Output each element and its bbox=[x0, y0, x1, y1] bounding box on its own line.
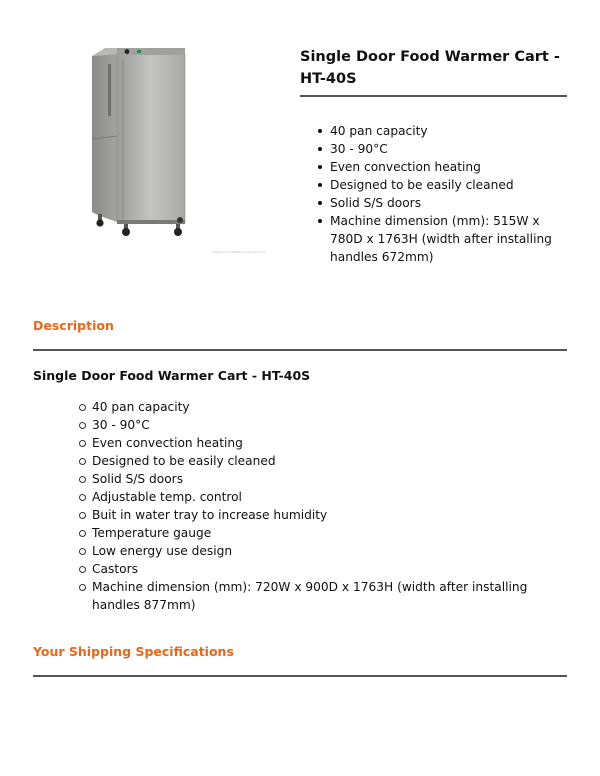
list-item: Solid S/S doors bbox=[74, 470, 568, 488]
product-image bbox=[72, 44, 266, 256]
food-warmer-cart-image bbox=[72, 44, 258, 256]
description-features-list bbox=[74, 398, 568, 614]
list-item: 30 - 90°C bbox=[312, 140, 568, 158]
list-item: Low energy use design bbox=[74, 542, 568, 560]
shipping-divider bbox=[33, 675, 567, 677]
list-item: Castors bbox=[74, 560, 568, 578]
list-item: Even convection heating bbox=[312, 158, 568, 176]
list-item: 40 pan capacity bbox=[312, 122, 568, 140]
product-features-list bbox=[312, 122, 568, 266]
list-item: Buit in water tray to increase humidity bbox=[74, 506, 568, 524]
list-item: Even convection heating bbox=[74, 434, 568, 452]
list-item: 40 pan capacity bbox=[74, 398, 568, 416]
list-item: Designed to be easily cleaned bbox=[312, 176, 568, 194]
list-item: 30 - 90°C bbox=[74, 416, 568, 434]
description-heading: Description bbox=[33, 318, 114, 333]
list-item: Solid S/S doors bbox=[312, 194, 568, 212]
description-divider bbox=[33, 349, 567, 351]
shipping-heading: Your Shipping Specifications bbox=[33, 644, 234, 659]
list-item: Adjustable temp. control bbox=[74, 488, 568, 506]
list-item: Temperature gauge bbox=[74, 524, 568, 542]
list-item: Machine dimension (mm): 515W x 780D x 1763H (width after installing handles 672mm) bbox=[312, 212, 568, 266]
title-divider bbox=[300, 95, 567, 97]
list-item: Designed to be easily cleaned bbox=[74, 452, 568, 470]
description-title: Single Door Food Warmer Cart - HT-40S bbox=[33, 368, 311, 383]
image-caption: Image for illustration purposes only bbox=[212, 250, 266, 254]
product-title: Single Door Food Warmer Cart - HT-40S bbox=[300, 49, 560, 87]
list-item: Machine dimension (mm): 720W x 900D x 1763H (width after installing handles 877mm) bbox=[74, 578, 568, 614]
